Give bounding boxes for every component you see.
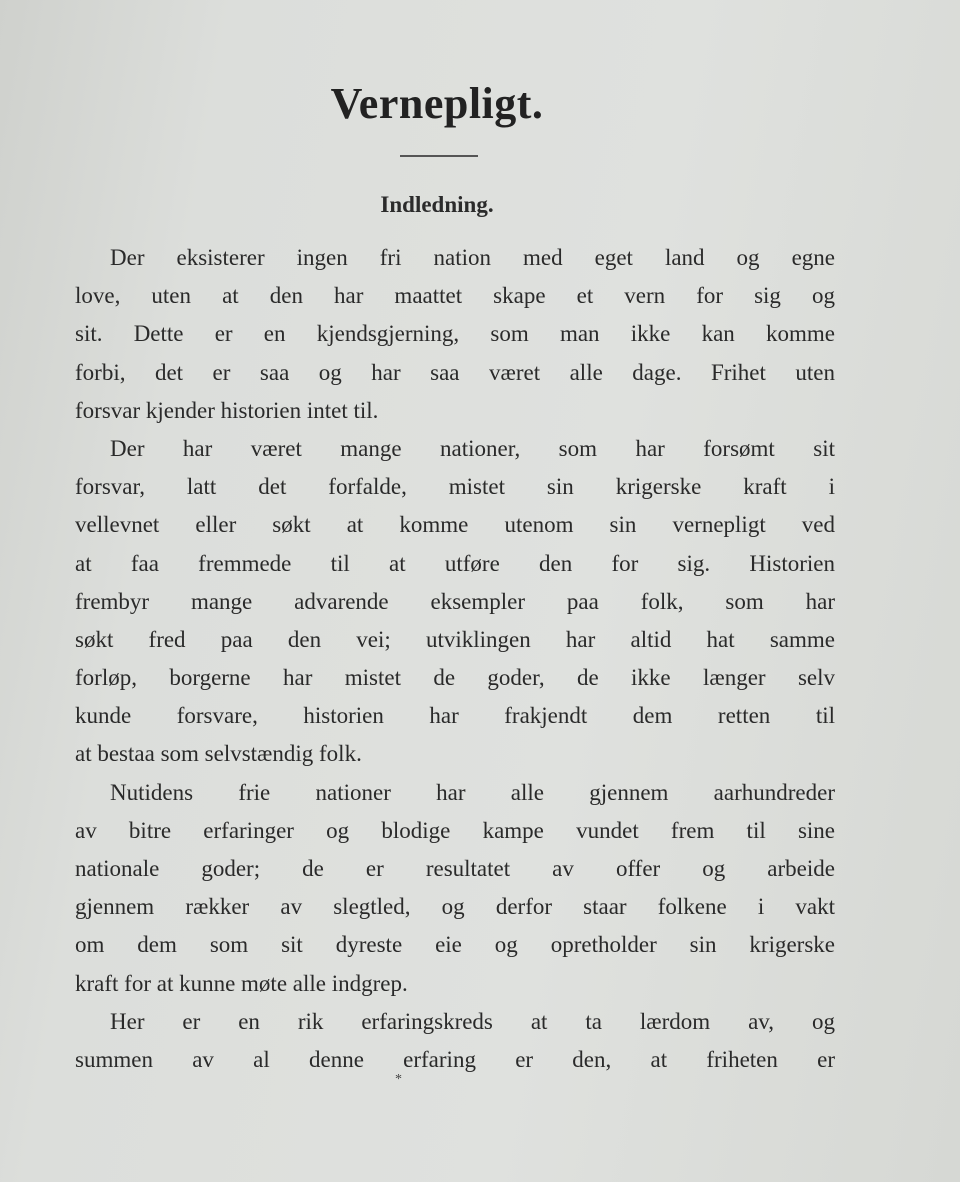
text-line: forbi, det er saa og har saa været alle dage. Frihet uten	[75, 359, 835, 385]
text-line: forsvar, latt det forfalde, mistet sin krigerske kraft i	[75, 474, 835, 500]
title-divider	[400, 155, 478, 157]
text-line: søkt fred paa den vei; utviklingen har altid hat samme	[75, 626, 835, 652]
paragraph	[75, 774, 835, 1003]
signature-mark: *	[395, 1072, 402, 1087]
paragraph	[75, 239, 835, 430]
text-line: at faa fremmede til at utføre den for sig. Historien	[75, 550, 835, 576]
text-line: sit. Dette er en kjendsgjerning, som man ikke kan komme	[75, 321, 835, 347]
text-line: kraft for at kunne møte alle indgrep.	[75, 970, 408, 996]
text-line: forløp, borgerne har mistet de goder, de ikke længer selv	[75, 665, 835, 691]
paragraph	[75, 1003, 835, 1079]
section-heading: Indledning.	[380, 192, 494, 217]
text-line: forsvar kjender historien intet til.	[75, 397, 379, 423]
paragraph	[75, 430, 835, 774]
text-line: Her er en rik erfaringskreds at ta lærdom av, og	[110, 1008, 835, 1034]
text-line: Nutidens frie nationer har alle gjennem aarhundreder	[110, 779, 835, 805]
text-line: vellevnet eller søkt at komme utenom sin vernepligt ved	[75, 512, 835, 538]
page-title: Vernepligt.	[330, 79, 544, 128]
text-line: love, uten at den har maattet skape et vern for sig og	[75, 283, 835, 309]
text-line: summen av al denne erfaring er den, at friheten er	[75, 1046, 835, 1072]
text-line: av bitre erfaringer og blodige kampe vundet frem til sine	[75, 817, 835, 843]
text-line: kunde forsvare, historien har frakjendt dem retten til	[75, 703, 835, 729]
text-line: frembyr mange advarende eksempler paa folk, som har	[75, 588, 835, 614]
text-line: Der eksisterer ingen fri nation med eget land og egne	[110, 245, 835, 270]
text-line: gjennem rækker av slegtled, og derfor staar folkene i vakt	[75, 894, 835, 920]
text-line: nationale goder; de er resultatet av offer og arbeide	[75, 856, 835, 881]
text-line: at bestaa som selvstændig folk.	[75, 741, 362, 767]
body-text	[75, 239, 835, 1079]
text-line: om dem som sit dyreste eie og opretholder sin krigerske	[75, 932, 835, 958]
text-line: Der har været mange nationer, som har forsømt sit	[110, 435, 835, 461]
